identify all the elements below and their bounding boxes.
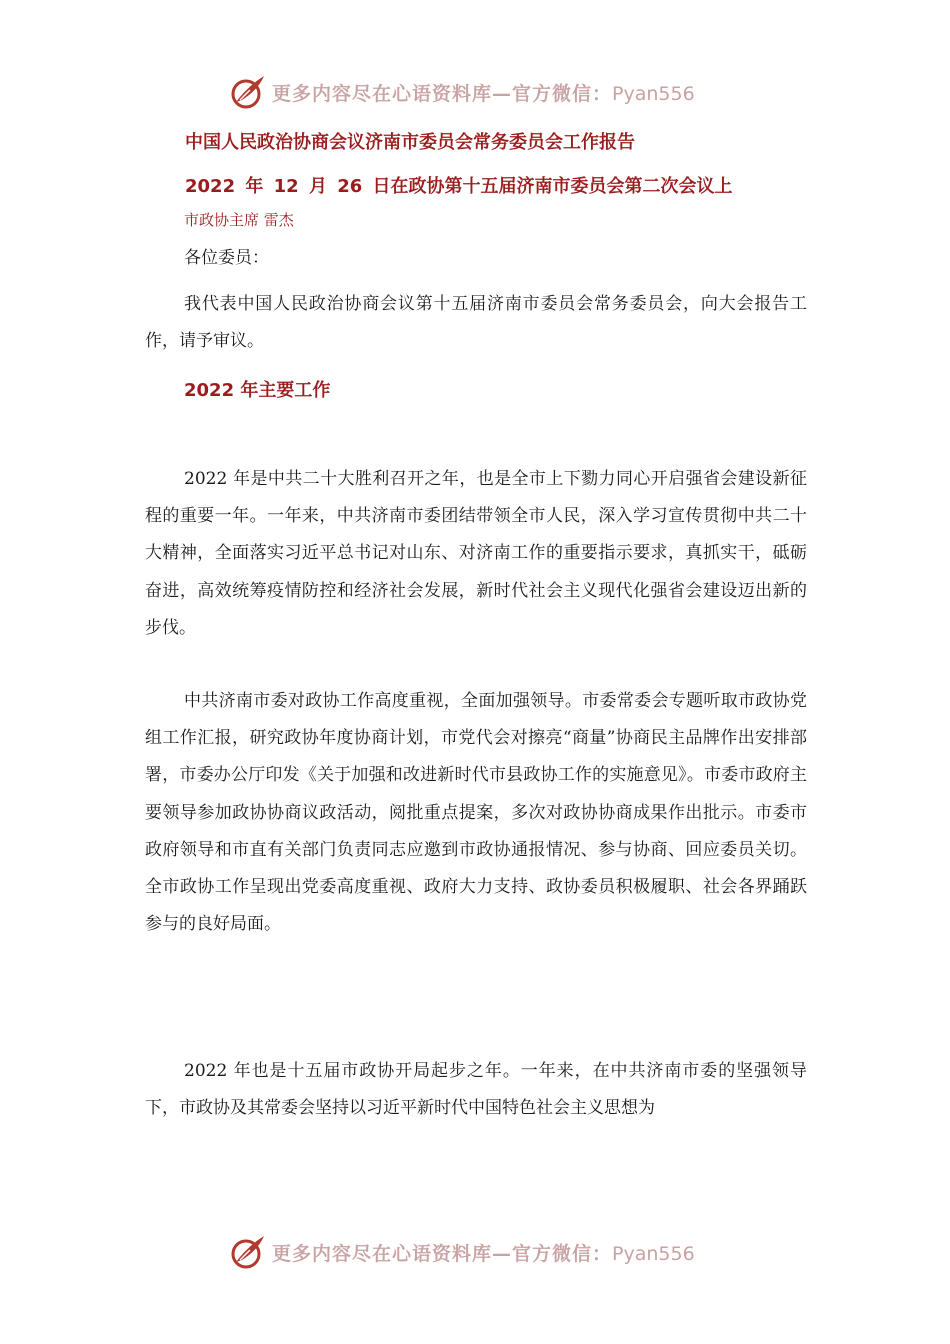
salutation: 各位委员： [184,248,269,268]
footer-banner [228,1232,728,1272]
banner-wechat-id: Pyan556 [612,1242,695,1265]
quill-logo-icon [228,72,268,112]
body-paragraph-1: 2022 年是中共二十大胜利召开之年，也是全市上下勠力同心开启强省会建设新征程的重要一年。一年来，中共济南市委团结带领全市人民，深入学习宣传贯彻中共二十大精神，全面落实习近平总书记对山东、对济南工作的重要指示要求，真抓实干，砥砺奋进，高效统筹疫情防控和经济社会发展，新时代社会主义现代化强省会建设迈出新的步伐。 [145,469,807,638]
document-title: 中国人民政治协商会议济南市委员会常务委员会工作报告 [185,132,635,153]
intro-paragraph: 我代表中国人民政治协商会议第十五届济南市委员会常务委员会，向大会报告工作，请予审议。 [145,294,807,352]
banner-slogan: 更多内容尽在心语资料库—官方微信： [272,1242,613,1265]
document-author: 市政协主席 雷杰 [184,211,294,229]
header-banner [228,72,728,112]
section-heading: 2022 年主要工作 [184,380,331,401]
body-paragraph-2: 中共济南市委对政协工作高度重视，全面加强领导。市委常委会专题听取市政协党组工作汇报，研究政协年度协商计划，市党代会对擦亮“商量”协商民主品牌作出安排部署，市委办公厅印发《关于加强和改进新时代市县政协工作的实施意见》。市委市政府主要领导参加政协协商议政活动，阅批重点提案，多次对政协协商成果作出批示。市委市政府领导和市直有关部门负责同志应邀到市政协通报情况、参与协商、回应委员关切。全市政协工作呈现出党委高度重视、政府大力支持、政协委员积极履职、社会各界踊跃参与的良好局面。 [145,691,807,935]
banner-wechat-id: Pyan556 [612,82,695,105]
body-paragraph-3: 2022 年也是十五届市政协开局起步之年。一年来，在中共济南市委的坚强领导下，市政协及其常委会坚持以习近平新时代中国特色社会主义思想为 [145,1061,807,1119]
banner-slogan: 更多内容尽在心语资料库—官方微信： [272,82,613,105]
document-subtitle: 2022 年 12 月 26 日在政协第十五届济南市委员会第二次会议上 [185,176,733,197]
quill-logo-icon [228,1232,268,1272]
banner-text [272,79,695,106]
banner-text [272,1239,695,1266]
